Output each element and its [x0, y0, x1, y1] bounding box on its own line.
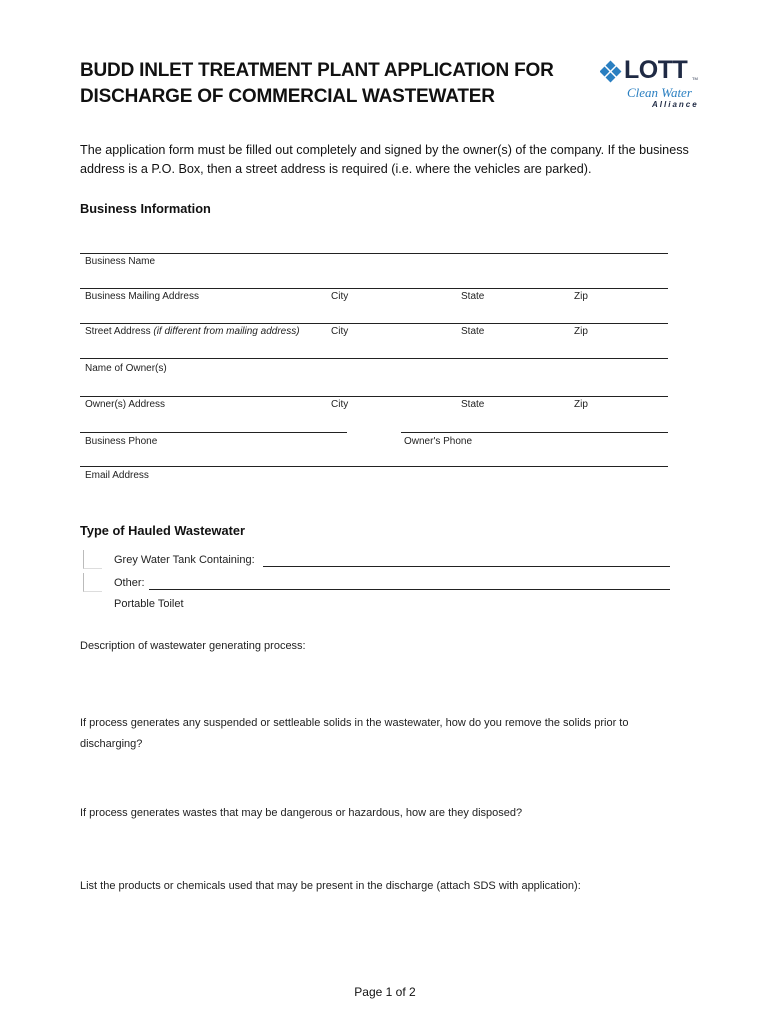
street-city-label: City: [331, 326, 349, 337]
street-address-line[interactable]: [80, 323, 668, 324]
owner-name-line[interactable]: [80, 358, 668, 359]
email-line[interactable]: [80, 466, 668, 467]
business-info-heading: Business Information: [80, 201, 211, 216]
logo-alliance: Alliance: [652, 100, 699, 109]
title-line-1: BUDD INLET TREATMENT PLANT APPLICATION FOR: [80, 60, 554, 81]
question-solids-removal: [80, 713, 628, 755]
owner-phone-line[interactable]: [401, 432, 668, 433]
title-line-2: DISCHARGE OF COMMERCIAL WASTEWATER: [80, 86, 495, 107]
question-process-description: Description of wastewater generating process:: [80, 640, 306, 652]
owner-city-label: City: [331, 399, 349, 410]
mailing-address-line[interactable]: [80, 288, 668, 289]
street-address-label: [85, 326, 300, 337]
other-field-line[interactable]: [149, 589, 670, 590]
grey-water-checkbox[interactable]: [83, 550, 102, 569]
email-label: Email Address: [85, 470, 149, 481]
owner-address-line[interactable]: [80, 396, 668, 397]
mailing-zip-label: Zip: [574, 291, 588, 302]
portable-toilet-option-label: Portable Toilet: [114, 598, 184, 610]
intro-text: The application form must be filled out completely and signed by the owner(s) of the company. If the business address is a P.O. Box, then a street address is required (i.e. where the vehicles are parked).: [80, 143, 689, 176]
question-chemicals-list: List the products or chemicals used that may be present in the discharge (attach SDS with application):: [80, 880, 581, 892]
street-zip-label: Zip: [574, 326, 588, 337]
logo-name: LOTT: [624, 56, 688, 84]
owner-zip-label: Zip: [574, 399, 588, 410]
question-hazardous-disposal: If process generates wastes that may be dangerous or hazardous, how are they disposed?: [80, 807, 523, 819]
business-name-label: Business Name: [85, 256, 156, 267]
owner-phone-label: Owner's Phone: [404, 436, 473, 447]
street-address-note: (if different from mailing address): [153, 326, 300, 337]
form-title: [80, 58, 554, 110]
hauled-wastewater-heading: Type of Hauled Wastewater: [80, 523, 245, 538]
owner-name-label: Name of Owner(s): [85, 363, 167, 374]
mailing-address-label: Business Mailing Address: [85, 291, 199, 302]
question-solids-line-2: discharging?: [80, 738, 143, 750]
logo-clean-water: Clean Water: [627, 85, 692, 100]
owner-state-label: State: [461, 399, 485, 410]
business-name-line[interactable]: [80, 253, 668, 254]
lott-logo: [600, 57, 710, 113]
other-checkbox[interactable]: [83, 573, 102, 592]
page-number: Page 1 of 2: [354, 985, 416, 999]
mailing-state-label: State: [461, 291, 485, 302]
mailing-city-label: City: [331, 291, 349, 302]
business-phone-label: Business Phone: [85, 436, 158, 447]
street-state-label: State: [461, 326, 485, 337]
grey-water-field-line[interactable]: [263, 566, 670, 567]
grey-water-option-label: Grey Water Tank Containing:: [114, 554, 255, 566]
street-address-text: Street Address: [85, 326, 151, 337]
question-solids-line-1: If process generates any suspended or settleable solids in the wastewater, how do you remove the solids prior to: [80, 717, 629, 729]
owner-address-label: Owner(s) Address: [85, 399, 166, 410]
business-phone-line[interactable]: [80, 432, 347, 433]
logo-tm: TM: [692, 76, 698, 81]
other-option-label: Other:: [114, 577, 145, 589]
